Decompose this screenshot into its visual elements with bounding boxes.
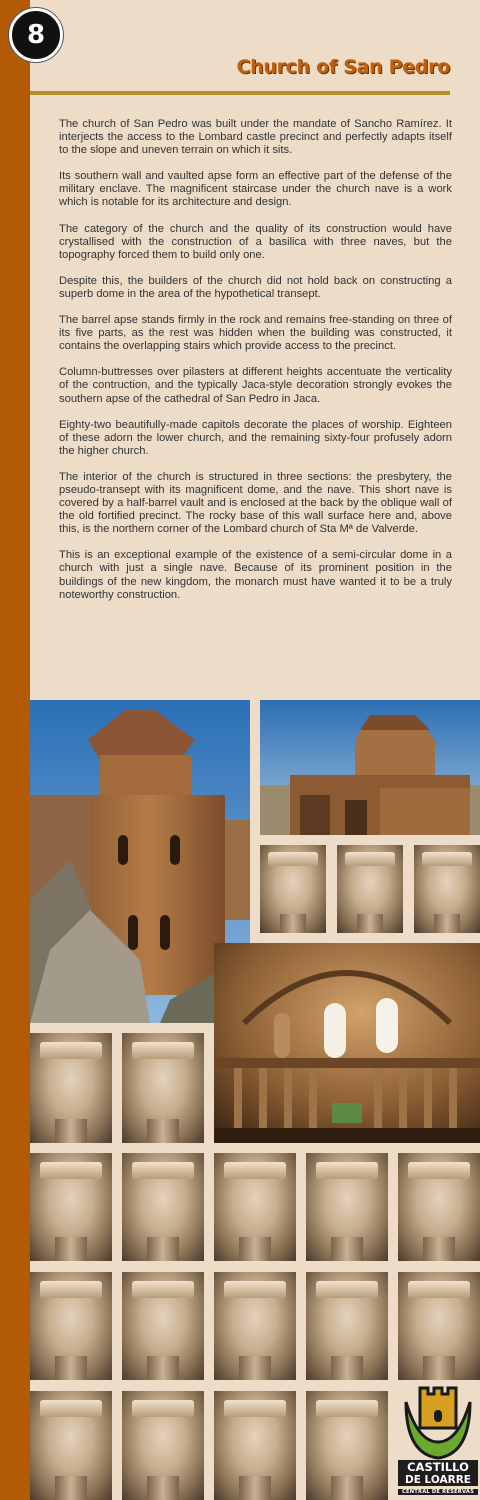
capital-photo (30, 1391, 112, 1500)
capital-photo (122, 1391, 204, 1500)
capital-photo (398, 1153, 480, 1261)
body-text (59, 118, 452, 615)
paragraph-8: The interior of the church is structured in three sections: the presbytery, the pseudo-transept with its magnificent dome, and the nave. This short nave is covered by a half-barrel vault and is enclosed at the back by the oblique wall of the old fortified precinct. The rocky base of this wall surface here and, above this, is the northern corner of the Lombard church of Sta Mª de Valverde. (59, 470, 452, 536)
castillo-de-loarre-logo (398, 1382, 478, 1500)
capital-photo (398, 1272, 480, 1380)
paragraph-1: The church of San Pedro was built under the mandate of Sancho Ramírez. It interjects the access to the Lombard castle precinct and perfectly adapts itself to the slope and uneven terrain on which it sits. (59, 118, 452, 157)
paragraph-4: Despite this, the builders of the church did not hold back on constructing a superb dome in the area of the hypothetical transept. (59, 274, 452, 300)
left-accent-bar (0, 0, 30, 1500)
capital-photo (30, 1153, 112, 1261)
capital-photo (337, 845, 403, 933)
capital-photo (214, 1391, 296, 1500)
paragraph-2: Its southern wall and vaulted apse form an effective part of the defense of the military enclave. The magnificent staircase under the church nave is a work which is notable for its architecture and design. (59, 170, 452, 209)
logo-line-3: CENTRAL DE RESERVAS (398, 1489, 478, 1495)
page-title: Church of San Pedro (236, 56, 450, 78)
capital-photo (260, 845, 326, 933)
capital-photo (414, 845, 480, 933)
section-number-badge: 8 (9, 8, 63, 62)
capital-photo (30, 1033, 112, 1143)
capital-photo (122, 1033, 204, 1143)
church-interior-apse-photo (214, 943, 480, 1143)
castle-logo-icon (398, 1382, 478, 1462)
capital-photo (214, 1153, 296, 1261)
capital-photo (30, 1272, 112, 1380)
capital-photo (122, 1272, 204, 1380)
paragraph-6: Column-buttresses over pilasters at different heights accentuate the verticality of the contruction, and the typically Jaca-style decoration strongly evokes the southern apse of the cathedral of San Pedro in Jaca. (59, 366, 452, 405)
paragraph-7: Eighty-two beautifully-made capitols decorate the places of worship. Eighteen of these adorn the lower church, and the remaining sixty-four profusely adorn the higher church. (59, 418, 452, 457)
logo-line-2: DE LOARRE (398, 1474, 478, 1486)
paragraph-9: This is an exceptional example of the existence of a semi-circular dome in a church with just a single nave. Because of its prominent position in the buildings of the new kingdom, the monarch must have wanted it to be a truly noteworthy construction. (59, 549, 452, 601)
paragraph-5: The barrel apse stands firmly in the rock and remains free-standing on three of its five parts, as the rest was hidden when the building was constructed, it contains the overlapping stairs which provide access to the precinct. (59, 314, 452, 353)
capital-photo (214, 1272, 296, 1380)
church-dome-exterior-photo (260, 700, 480, 835)
paragraph-3: The category of the church and the quality of its construction would have crystallised with the construction of a basilica with three naves, but the topography forced them to build only one. (59, 222, 452, 261)
capital-photo (306, 1153, 388, 1261)
logo-line-1: CASTILLO (398, 1460, 478, 1474)
capital-photo (306, 1272, 388, 1380)
title-divider (30, 91, 450, 95)
capital-photo (122, 1153, 204, 1261)
capital-photo (306, 1391, 388, 1500)
